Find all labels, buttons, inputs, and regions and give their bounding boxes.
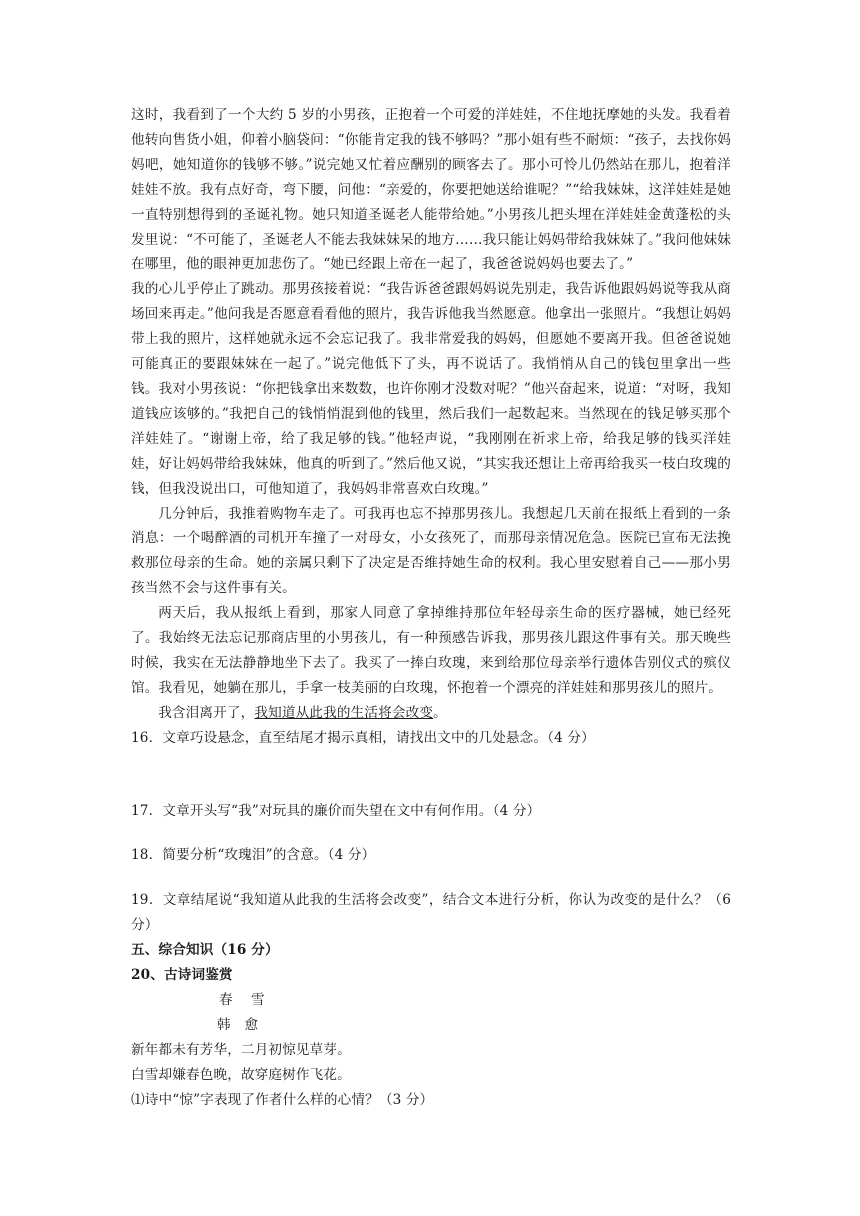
answer-space-18 [131,868,731,888]
question-17: 17．文章开头写“我”对玩具的廉价而失望在文中有何作用。（4 分） [131,802,541,819]
poem-line-1: 新年都未有芳华，二月初惊见草芽。 [131,1041,351,1058]
paragraph-5-lead: 我含泪离开了， [158,704,255,721]
answer-space-16 [131,751,731,779]
underlined-sentence: 我知道从此我的生活将会改变 [254,704,434,721]
question-19: 19．文章结尾说“我知道从此我的生活将会改变”，结合文本进行分析，你认为改变的是什么？（6 分） [131,892,731,934]
page-content [131,103,731,1113]
story-paragraph-3: 几分钟后，我推着购物车走了。可我再也忘不掉那男孩儿。我想起几天前在报纸上看到的一条消息：一个喝醉酒的司机开车撞了一对母女，小女孩死了，而那母亲情况危急。医院已宣布无法挽救那位母亲的生命。她的亲属只剩下了决定是否维持她生命的权利。我心里安慰着自己——那小男孩当然不会与这件事有关。 [131,505,731,597]
answer-space-17 [131,823,731,843]
poem-title: 春 雪 [219,992,265,1008]
poem-line-2: 白雪却嫌春色晚，故穿庭树作飞花。 [131,1066,351,1083]
poem-author: 韩 愈 [217,1016,259,1033]
section-5-heading: 五、综合知识（16 分） [131,942,279,959]
question-20-sub-1: ⑴诗中“惊”字表现了作者什么样的心情？（3 分） [131,1091,434,1108]
question-16: 16．文章巧设悬念，直至结尾才揭示真相，请找出文中的几处悬念。（4 分） [131,729,595,746]
question-20-heading: 20、古诗词鉴赏 [131,967,233,984]
story-paragraph-1: 这时，我看到了一个大约 5 岁的小男孩，正抱着一个可爱的洋娃娃，不住地抚摩她的头发。我看着他转向售货小姐，仰着小脑袋问：“你能肯定我的钱不够吗？”那小姐有些不耐烦：“孩子，去找你妈妈吧，她知道你的钱够不够。”说完她又忙着应酬别的顾客去了。那小可怜儿仍然站在那儿，抱着洋娃娃不放。我有点好奇，弯下腰，问他：“亲爱的，你要把她送给谁呢？”“给我妹妹，这洋娃娃是她一直特别想得到的圣诞礼物。她只知道圣诞老人能带给她。”小男孩儿把头埋在洋娃娃金黄蓬松的头发里说：“不可能了，圣诞老人不能去我妹妹呆的地方……我只能让妈妈带给我妹妹了。”我问他妹妹在哪里，他的眼神更加悲伤了。“她已经跟上帝在一起了，我爸爸说妈妈也要去了。” [131,107,731,273]
question-18: 18．简要分析“玫瑰泪”的含意。（4 分） [131,847,376,864]
answer-space-16b [131,779,731,799]
paragraph-5-end: 。 [433,704,447,721]
story-paragraph-5 [131,701,731,726]
story-paragraph-4: 两天后，我从报纸上看到，那家人同意了拿掉维持那位年轻母亲生命的医疗器械，她已经死了。我始终无法忘记那商店里的小男孩儿，有一种预感告诉我，那男孩儿跟这件事有关。那天晚些时候，我实在无法静静地坐下去了。我买了一捧白玫瑰，来到给那位母亲举行遗体告别仪式的殡仪馆。我看见，她躺在那儿，手拿一枝美丽的白玫瑰，怀抱着一个漂亮的洋娃娃和那男孩儿的照片。 [131,605,731,696]
story-paragraph-2: 我的心儿乎停止了跳动。那男孩接着说：“我告诉爸爸跟妈妈说先别走，我告诉他跟妈妈说等我从商场回来再走。”他问我是否愿意看看他的照片，我告诉他我当然愿意。他拿出一张照片。“我想让妈妈带上我的照片，这样她就永远不会忘记我了。我非常爱我的妈妈，但愿她不要离开我。但爸爸说她可能真正的要跟妹妹在一起了。”说完他低下了头，再不说话了。我悄悄从自己的钱包里拿出一些钱。我对小男孩说：“你把钱拿出来数数，也许你刚才没数对呢？”他兴奋起来，说道：“对呀，我知道钱应该够的。”我把自己的钱悄悄混到他的钱里，然后我们一起数起来。当然现在的钱足够买那个洋娃娃了。“谢谢上帝，给了我足够的钱。”他轻声说，“我刚刚在祈求上帝，给我足够的钱买洋娃娃，好让妈妈带给我妹妹，他真的听到了。”然后他又说，“其实我还想让上帝再给我买一枝白玫瑰的钱，但我没说出口，可他知道了，我妈妈非常喜欢白玫瑰。” [131,281,731,497]
